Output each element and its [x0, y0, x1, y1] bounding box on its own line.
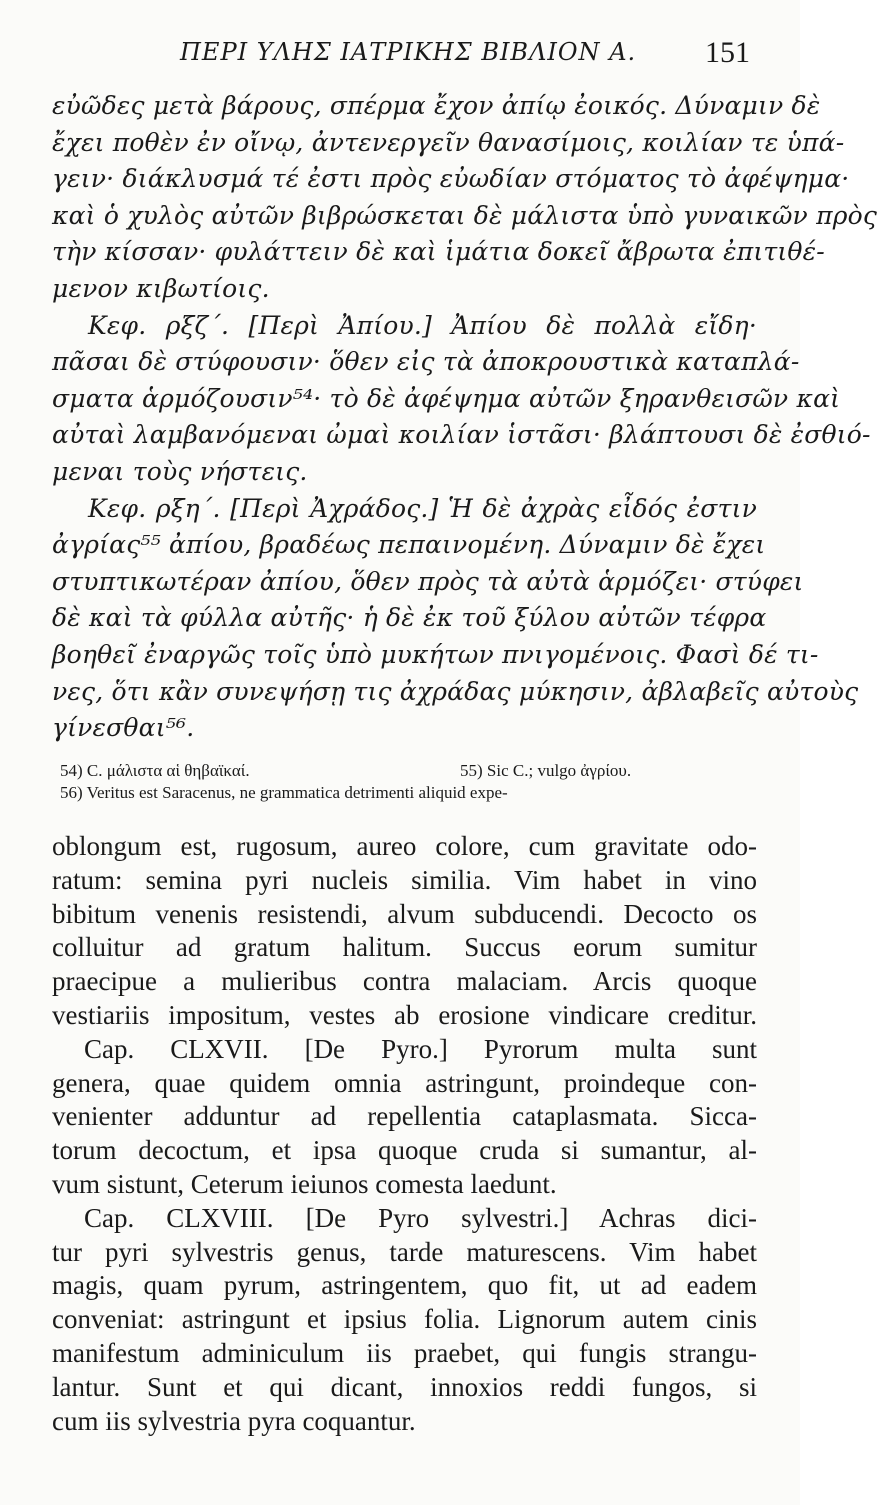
- footnote-row: [60, 760, 750, 782]
- latin-line: magis, quam pyrum, astringentem, quo fit, ut ad eadem: [52, 1270, 757, 1301]
- greek-text-block: [52, 88, 877, 747]
- greek-line: δὲ καὶ τὰ φύλλα αὐτῆς· ἡ δὲ ἐκ τοῦ ξύλου αὐτῶν τέφρα: [52, 603, 767, 633]
- greek-line: μεναι τοὺς νήστεις.: [52, 456, 308, 486]
- latin-line: venienter adduntur ad repellentia cataplasmata. Sicca-: [52, 1101, 757, 1132]
- footnotes: [60, 760, 750, 804]
- latin-chapter-heading-line: Cap. CLXVII. [De Pyro.] Pyrorum multa sunt: [84, 1033, 757, 1064]
- latin-line: praecipue a mulieribus contra malaciam. Arcis quoque: [52, 966, 757, 997]
- running-title: ΠΕΡΙ ΥΛΗΣ ΙΑΤΡΙΚΗΣ ΒΙΒΛΙΟΝ Α.: [180, 38, 637, 66]
- latin-line: cum iis sylvestria pyra coquantur.: [52, 1405, 416, 1436]
- latin-line: vum sistunt, Ceterum ieiunos comesta laedunt.: [52, 1168, 557, 1199]
- latin-line: torum decoctum, et ipsa quoque cruda si sumantur, al-: [52, 1135, 757, 1166]
- footnote-54: 54) C. μάλιστα αἱ θηβαϊκαί.: [60, 761, 250, 780]
- latin-line: vestiariis impositum, vestes ab erosione vindicare creditur.: [52, 999, 757, 1030]
- greek-chapter-heading-line: Κεφ. ρξζ΄. [Περὶ Ἀπίου.] Ἀπίου δὲ πολλὰ εἴδη·: [88, 310, 757, 340]
- greek-line: μενον κιβωτίοις.: [52, 273, 270, 303]
- running-head: [40, 34, 760, 74]
- latin-line: genera, quae quidem omnia astringunt, proindeque con-: [52, 1067, 757, 1098]
- greek-line: πᾶσαι δὲ στύφουσιν· ὅθεν εἰς τὰ ἀποκρουστικὰ καταπλά-: [52, 347, 800, 377]
- greek-line: γειν· διάκλυσμά τέ ἐστι πρὸς εὐωδίαν στόματος τὸ ἀφέψημα·: [52, 164, 850, 194]
- greek-line: καὶ ὁ χυλὸς αὐτῶν βιβρώσκεται δὲ μάλιστα ὑπὸ γυναικῶν πρὸς: [52, 200, 877, 230]
- greek-line: σματα ἁρμόζουσιν⁵⁴· τὸ δὲ ἀφέψημα αὐτῶν ξηρανθεισῶν καὶ: [52, 383, 841, 413]
- latin-line: bibitum venenis resistendi, alvum subducendi. Decocto os: [52, 898, 757, 929]
- latin-chapter-heading-line: Cap. CLXVIII. [De Pyro sylvestri.] Achras dici-: [84, 1202, 757, 1233]
- latin-line: conveniat: astringunt et ipsius folia. Lignorum autem cinis: [52, 1304, 757, 1335]
- greek-line: γίνεσθαι⁵⁶.: [52, 713, 195, 743]
- greek-line: εὐῶδες μετὰ βάρους, σπέρμα ἔχον ἀπίῳ ἐοικός. Δύναμιν δὲ: [52, 91, 821, 120]
- latin-line: lantur. Sunt et qui dicant, innoxios reddi fungos, si: [52, 1371, 757, 1402]
- latin-line: oblongum est, rugosum, aureo colore, cum gravitate odo-: [52, 831, 757, 861]
- page-number: 151: [705, 36, 750, 69]
- greek-chapter-heading-line: Κεφ. ρξη΄. [Περὶ Ἀχράδος.] Ἡ δὲ ἀχρὰς εἶδός ἐστιν: [88, 493, 757, 523]
- greek-line: τὴν κίσσαν· φυλάττειν δὲ καὶ ἱμάτια δοκεῖ ἄβρωτα ἐπιτιθέ-: [52, 237, 825, 267]
- footnote-55: 55) Sic C.; vulgo ἀγρίου.: [460, 761, 632, 780]
- latin-line: colluitur ad gratum halitum. Succus eorum sumitur: [52, 932, 757, 963]
- greek-line: ἔχει ποθὲν ἐν οἴνῳ, ἀντενεργεῖν θανασίμοις, κοιλίαν τε ὑπά-: [52, 127, 845, 157]
- latin-line: ratum: semina pyri nucleis similia. Vim habet in vino: [52, 864, 757, 895]
- latin-text-block: [52, 830, 757, 1438]
- greek-line: στυπτικωτέραν ἀπίου, ὅθεν πρὸς τὰ αὐτὰ ἁρμόζει· στύφει: [52, 566, 804, 596]
- footnote-56: 56) Veritus est Saracenus, ne grammatica detrimenti aliquid expe-: [60, 783, 508, 802]
- latin-line: manifestum adminiculum iis praebet, qui fungis strangu-: [52, 1337, 757, 1368]
- greek-line: νες, ὅτι κἂν συνεψήσῃ τις ἀχράδας μύκησιν, ἀβλαβεῖς αὐτοὺς: [52, 676, 859, 706]
- greek-line: βοηθεῖ ἐναργῶς τοῖς ὑπὸ μυκήτων πνιγομένοις. Φασὶ δέ τι-: [52, 639, 819, 669]
- greek-line: αὐταὶ λαμβανόμεναι ὠμαὶ κοιλίαν ἱστᾶσι· βλάπτουσι δὲ ἐσθιό-: [52, 420, 871, 450]
- latin-line: tur pyri sylvestris genus, tarde maturescens. Vim habet: [52, 1236, 757, 1267]
- greek-line: ἀγρίας⁵⁵ ἀπίου, βραδέως πεπαινομένη. Δύναμιν δὲ ἔχει: [52, 530, 766, 560]
